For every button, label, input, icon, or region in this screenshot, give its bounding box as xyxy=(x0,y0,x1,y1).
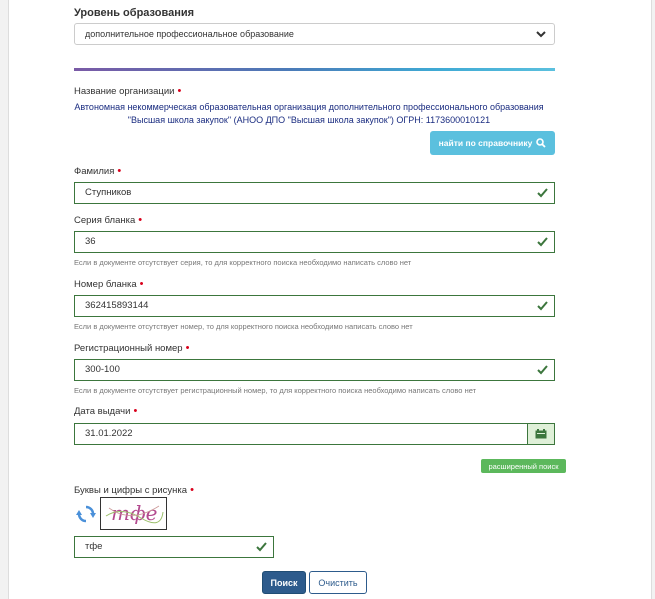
required-marker: • xyxy=(133,405,138,417)
captcha-image xyxy=(100,497,167,530)
education-select[interactable] xyxy=(74,23,555,45)
education-selected-value: дополнительное профессиональное образование xyxy=(85,29,294,39)
issue-date-value: 31.01.2022 xyxy=(85,428,133,439)
number-label: Номер бланка • xyxy=(74,278,144,290)
organization-value: Автономная некоммерческая образовательная организация дополнительного профессионального образования "Высшая школа закупок" (АНОО ДПО "Высшая школа закупок") ОГРН: 1173600010121 xyxy=(74,102,544,125)
surname-value: Ступников xyxy=(85,187,132,198)
regnum-help: Если в документе отсутствует регистрационный номер, то для корректного поиска необходимо написать слово нет xyxy=(74,386,477,395)
surname-label: Фамилия • xyxy=(74,165,122,177)
required-marker: • xyxy=(117,165,122,177)
number-help: Если в документе отсутствует номер, то для корректного поиска необходимо написать слово нет xyxy=(74,322,413,331)
required-marker: • xyxy=(138,214,143,226)
advanced-search-button[interactable]: расширенный поиск xyxy=(481,459,566,473)
chevron-down-icon xyxy=(535,28,547,40)
svg-text:тфе: тфе xyxy=(111,501,158,525)
surname-input[interactable] xyxy=(74,182,555,204)
organization-label: Название организации • xyxy=(74,85,182,97)
search-icon xyxy=(536,138,546,148)
required-marker: • xyxy=(177,85,182,97)
captcha-value: тфе xyxy=(85,541,103,552)
refresh-icon[interactable] xyxy=(76,504,96,524)
checkmark-icon xyxy=(537,188,548,198)
checkmark-icon xyxy=(537,301,548,311)
required-marker: • xyxy=(190,484,194,496)
education-label: Уровень образования xyxy=(74,7,195,19)
series-label: Серия бланка • xyxy=(74,214,143,226)
series-value: 36 xyxy=(85,236,96,247)
lookup-directory-button[interactable] xyxy=(430,131,555,155)
issue-date-label: Дата выдачи • xyxy=(74,405,138,417)
captcha-label: Буквы и цифры с рисунка • xyxy=(74,484,194,496)
checkmark-icon xyxy=(537,365,548,375)
clear-button[interactable]: Очистить xyxy=(309,571,367,594)
lookup-directory-label: найти по справочнику xyxy=(438,138,533,148)
required-marker: • xyxy=(139,278,144,290)
search-button[interactable]: Поиск xyxy=(262,571,306,594)
required-marker: • xyxy=(185,342,190,354)
regnum-value: 300-100 xyxy=(85,364,120,375)
regnum-label: Регистрационный номер • xyxy=(74,342,190,354)
series-help: Если в документе отсутствует серия, то для корректного поиска необходимо написать слово нет xyxy=(74,258,412,267)
number-value: 362415893144 xyxy=(85,300,149,311)
checkmark-icon xyxy=(256,542,267,552)
issue-date-input[interactable] xyxy=(74,423,528,445)
regnum-input[interactable] xyxy=(74,359,555,381)
series-input[interactable] xyxy=(74,231,555,253)
calendar-icon xyxy=(535,429,547,439)
captcha-input[interactable] xyxy=(74,536,274,558)
number-input[interactable] xyxy=(74,295,555,317)
checkmark-icon xyxy=(537,237,548,247)
calendar-button[interactable] xyxy=(527,423,555,445)
section-divider xyxy=(74,68,555,71)
